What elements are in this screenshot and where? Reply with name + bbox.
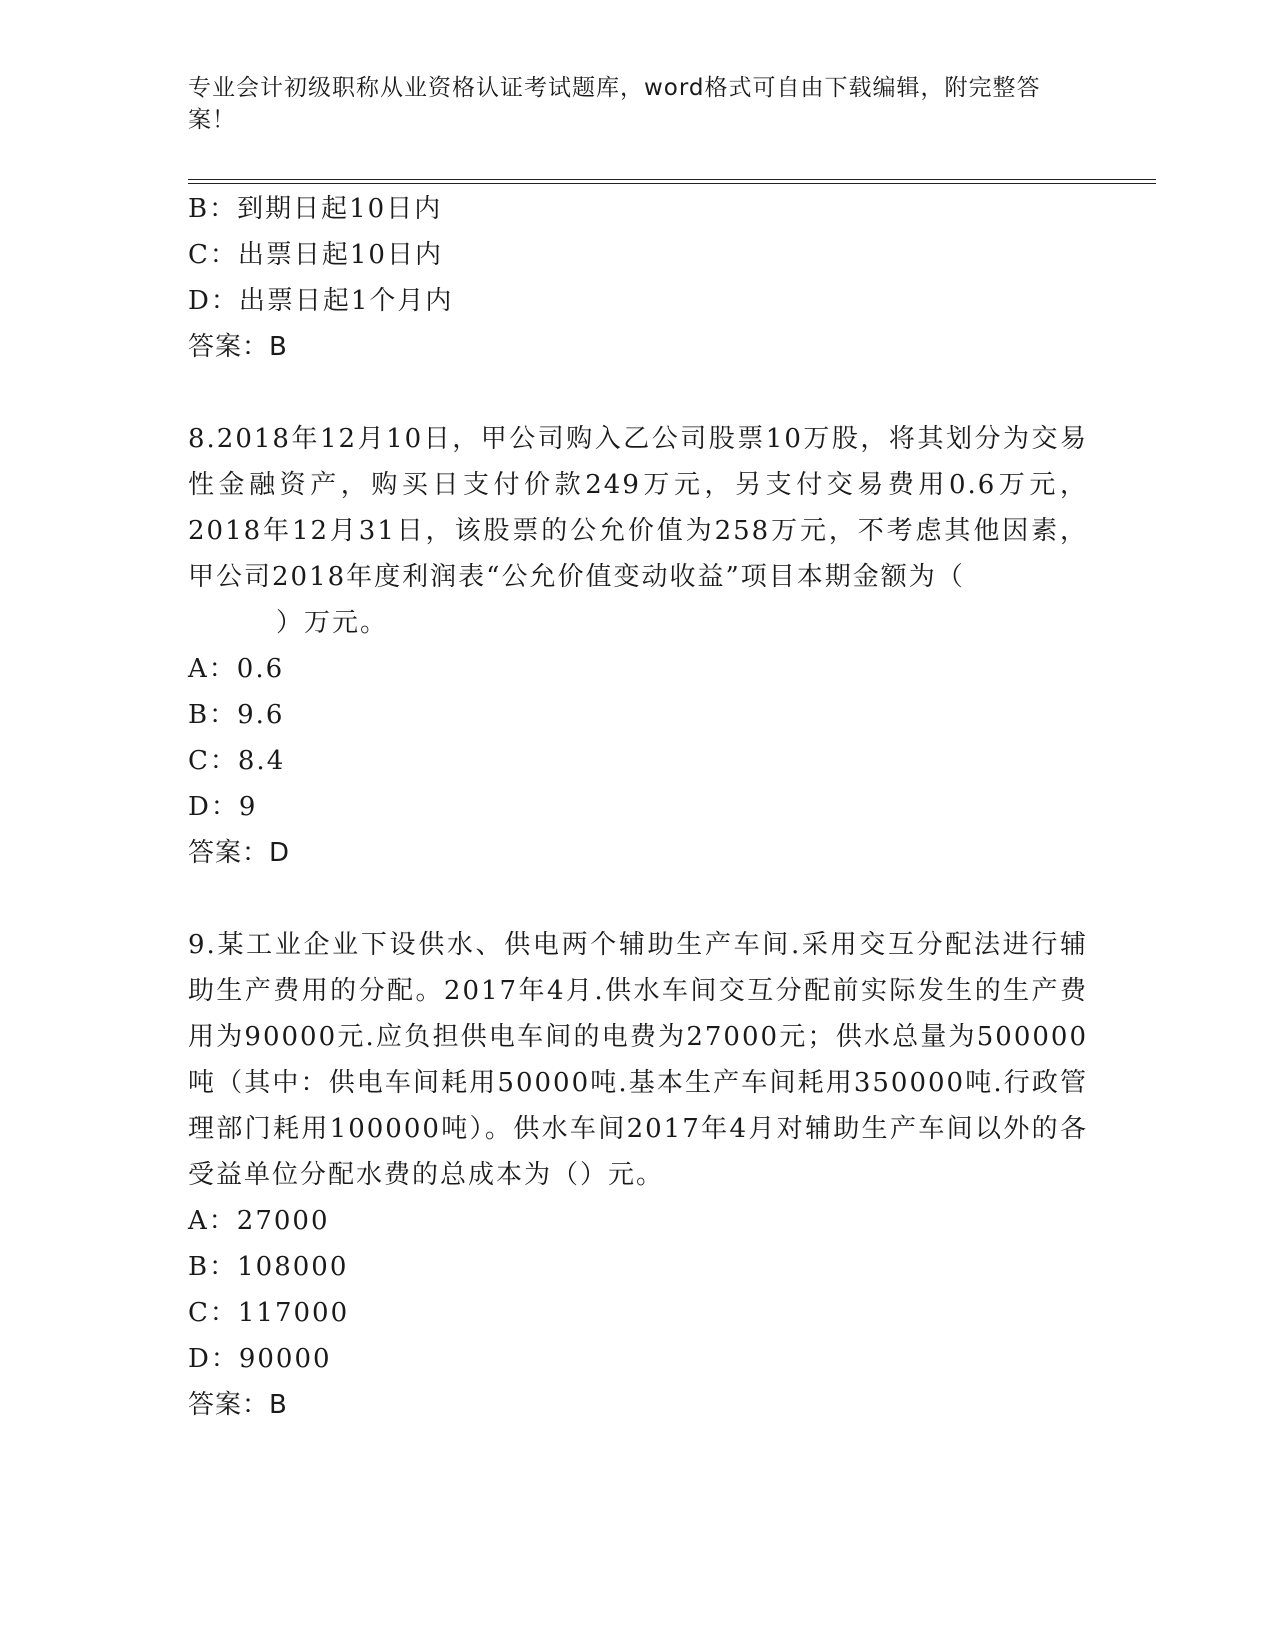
header-divider-top xyxy=(188,179,1156,180)
question-9-options xyxy=(188,1198,1088,1382)
option-b: B：108000 xyxy=(188,1252,349,1282)
option-a: A：0.6 xyxy=(188,654,285,684)
option-b: B：9.6 xyxy=(188,700,285,730)
option-c: C：出票日起10日内 xyxy=(188,240,443,270)
option-d: D：90000 xyxy=(188,1344,332,1374)
option-d: D：出票日起1个月内 xyxy=(188,286,454,316)
question-8-options xyxy=(188,646,1088,830)
question-8-stem xyxy=(188,416,1088,646)
question-9-answer: 答案：B xyxy=(188,1390,288,1420)
question-9-stem: 9.某工业企业下设供水、供电两个辅助生产车间.采用交互分配法进行辅助生产费用的分配。2017年4月.供水车间交互分配前实际发生的生产费用为90000元.应负担供电车间的电费为27000元；供水总量为500000吨（其中：供电车间耗用50000吨.基本生产车间耗用350000吨.行政管理部门耗用100000吨）。供水车间2017年4月对辅助生产车间以外的各受益单位分配水费的总成本为（）元。 xyxy=(188,930,1088,1190)
option-b: B：到期日起10日内 xyxy=(188,194,443,224)
option-a: A：27000 xyxy=(188,1206,330,1236)
question-8-text: 8.2018年12月10日，甲公司购入乙公司股票10万股，将其划分为交易性金融资产，购买日支付价款249万元，另支付交易费用0.6万元，2018年12月31日，该股票的公允价值为258万元，不考虑其他因素，甲公司2018年度利润表“公允价值变动收益”项目本期金额为（ xyxy=(188,424,1088,592)
prev-question-options xyxy=(188,186,1088,324)
option-c: C：8.4 xyxy=(188,746,286,776)
question-8-answer: 答案：D xyxy=(188,838,291,868)
question-8-text-tail: ）万元。 xyxy=(276,608,389,638)
option-c: C：117000 xyxy=(188,1298,350,1328)
option-d: D：9 xyxy=(188,792,258,822)
question-content xyxy=(188,186,1088,1428)
page-header: 专业会计初级职称从业资格认证考试题库，word格式可自由下载编辑，附完整答案！ xyxy=(188,75,1041,133)
prev-question-answer: 答案：B xyxy=(188,332,288,362)
header-divider-bottom xyxy=(188,183,1156,184)
